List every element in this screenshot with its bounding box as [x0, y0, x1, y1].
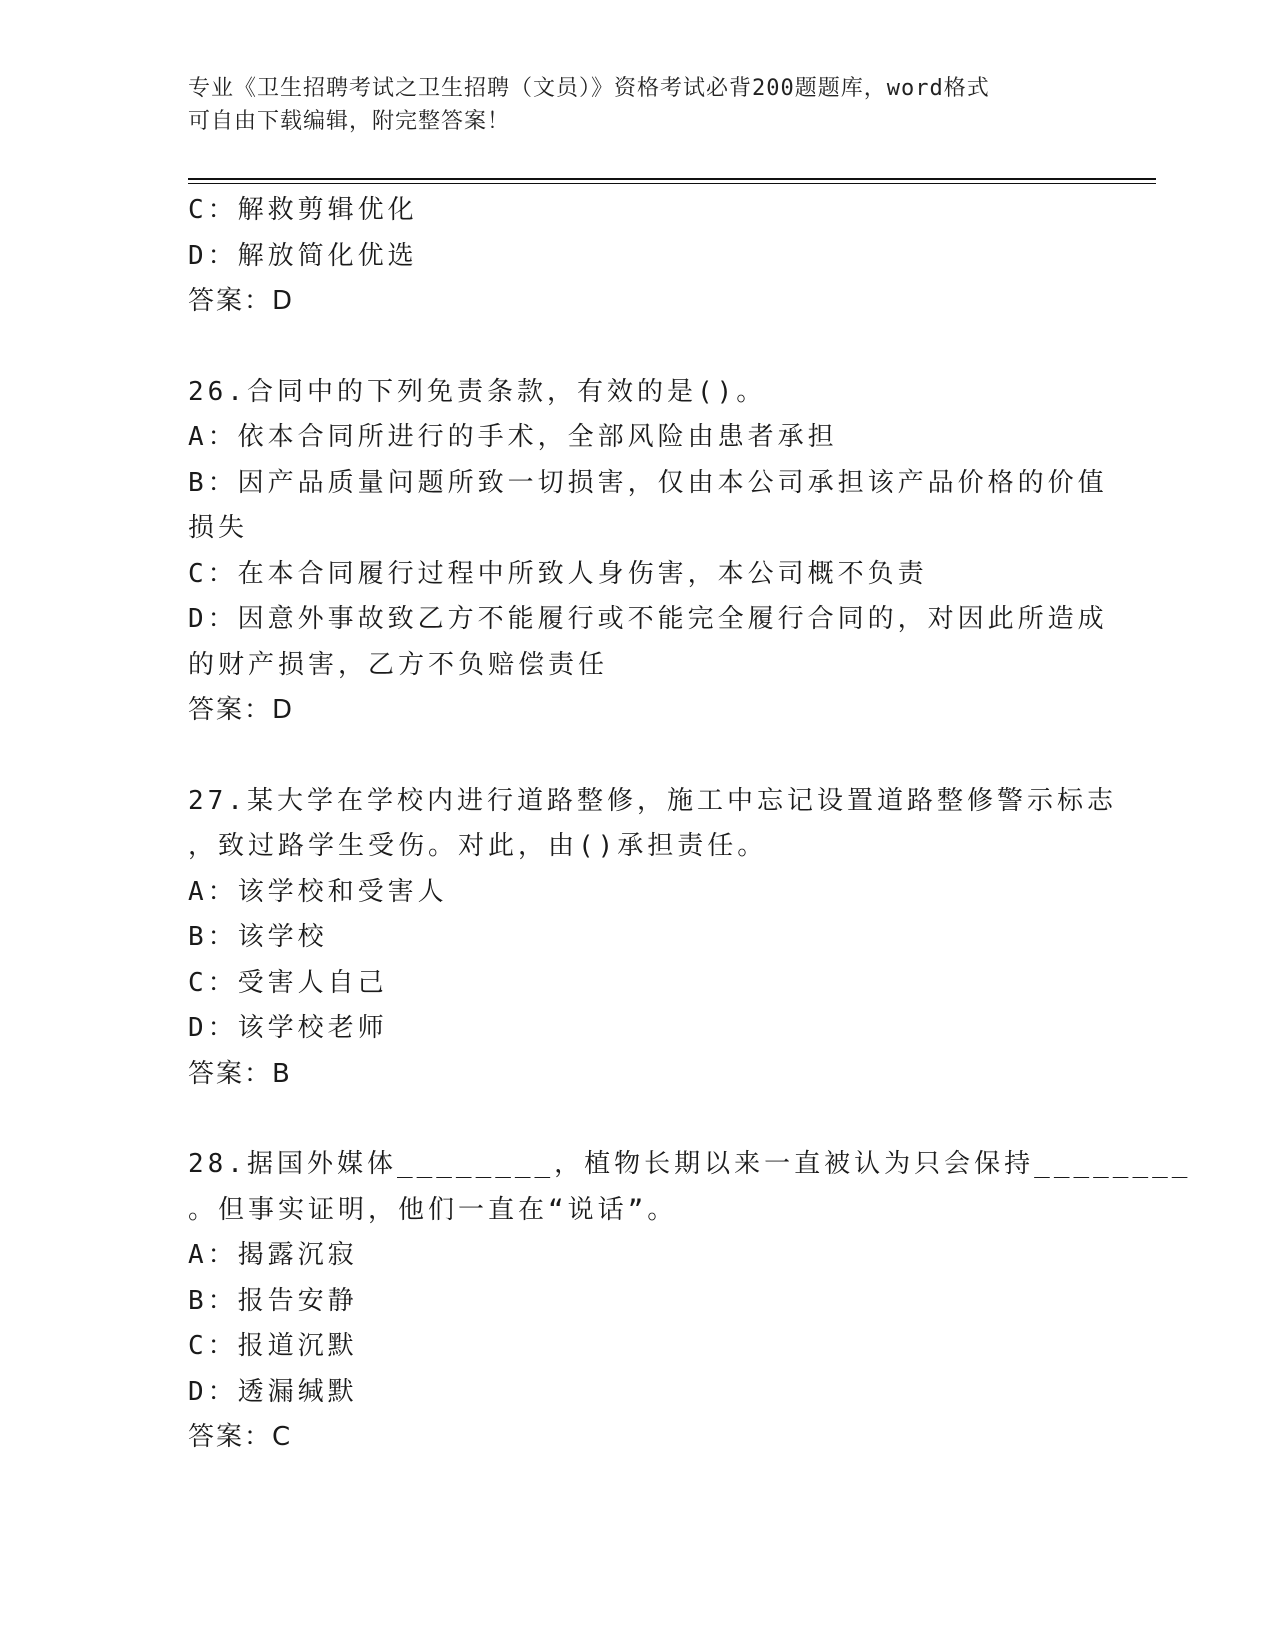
question-list — [188, 188, 1192, 1461]
option-c: C：受害人自己 — [188, 967, 388, 998]
question-27 — [188, 779, 1117, 1098]
question-stem-continued: 。但事实证明，他们一直在“说话”。 — [188, 1194, 678, 1225]
option-a: A：该学校和受害人 — [188, 876, 448, 907]
header-rule-thin — [188, 183, 1156, 184]
option-a: A：揭露沉寂 — [188, 1240, 358, 1270]
question-28 — [188, 1142, 1192, 1461]
question-stem: 28.据国外媒体________，植物长期以来一直被认为只会保持________ — [188, 1149, 1192, 1179]
option-d: D：该学校老师 — [188, 1013, 388, 1043]
option-a: A：依本合同所进行的手术，全部风险由患者承担 — [188, 422, 838, 452]
header-rule-thick — [188, 178, 1156, 180]
answer-line: 答案：B — [188, 1058, 292, 1089]
option-d: D：解放简化优选 — [188, 240, 418, 271]
option-c: C：在本合同履行过程中所致人身伤害，本公司概不负责 — [188, 558, 928, 589]
option-b: B：报告安静 — [188, 1285, 358, 1316]
question-stem: 27.某大学在学校内进行道路整修，施工中忘记设置道路整修警示标志 — [188, 785, 1117, 816]
option-d: D：透漏缄默 — [188, 1376, 358, 1407]
header-title-line-2: 可自由下载编辑，附完整答案！ — [188, 109, 511, 134]
option-b-continued: 损失 — [188, 513, 249, 543]
option-b: B：因产品质量问题所致一切损害，仅由本公司承担该产品价格的价值 — [188, 467, 1108, 498]
option-c: C：解救剪辑优化 — [188, 195, 418, 225]
answer-line: 答案：D — [188, 286, 295, 316]
header-title-line-1: 专业《卫生招聘考试之卫生招聘（文员）》资格考试必背200题题库，word格式 — [188, 76, 990, 101]
answer-line: 答案：D — [188, 695, 295, 725]
question-stem: 26.合同中的下列免责条款，有效的是()。 — [188, 376, 767, 407]
question-25-tail — [188, 188, 1088, 325]
option-b: B：该学校 — [188, 922, 328, 952]
option-d: D：因意外事故致乙方不能履行或不能完全履行合同的，对因此所造成 — [188, 604, 1108, 634]
answer-line: 答案：C — [188, 1422, 293, 1452]
option-d-continued: 的财产损害，乙方不负赔偿责任 — [188, 649, 609, 680]
question-stem-continued: ，致过路学生受伤。对此，由()承担责任。 — [188, 831, 768, 861]
page-header — [188, 72, 1068, 138]
question-26 — [188, 370, 1108, 734]
option-c: C：报道沉默 — [188, 1331, 358, 1361]
